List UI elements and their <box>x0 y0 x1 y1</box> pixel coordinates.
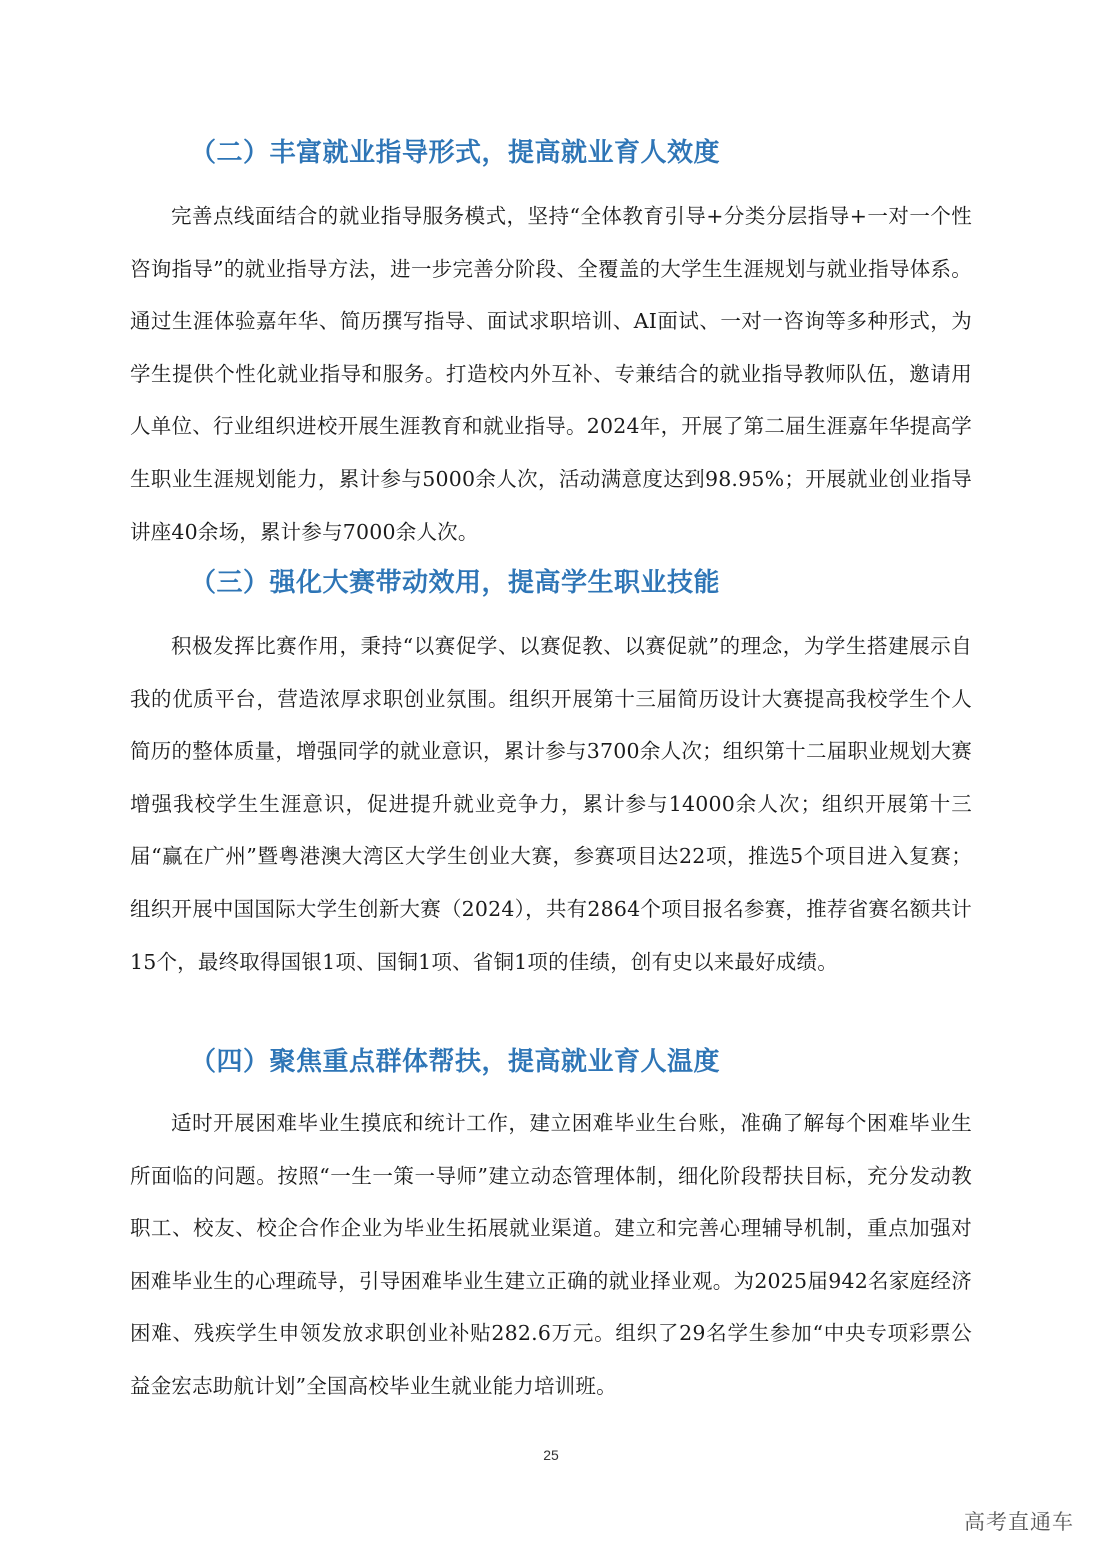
section-heading-2: （二）丰富就业指导形式，提高就业育人效度 <box>190 138 721 168</box>
section-heading-3: （三）强化大赛带动效用，提高学生职业技能 <box>190 568 721 598</box>
section-heading-4: （四）聚焦重点群体帮扶，提高就业育人温度 <box>190 1047 721 1077</box>
page-number: 25 <box>543 1447 559 1463</box>
section-paragraph-4: 适时开展困难毕业生摸底和统计工作，建立困难毕业生台账，准确了解每个困难毕业生所面临的问题。按照“一生一策一导师”建立动态管理体制，细化阶段帮扶目标，充分发动教职工、校友、校企合作企业为毕业生拓展就业渠道。建立和完善心理辅导机制，重点加强对困难毕业生的心理疏导，引导困难毕业生建立正确的就业择业观。为2025届942名家庭经济困难、残疾学生申领发放求职创业补贴282.6万元。组织了29名学生参加“中央专项彩票公益金宏志助航计划”全国高校毕业生就业能力培训班。 <box>130 1111 972 1398</box>
section-paragraph-3: 积极发挥比赛作用，秉持“以赛促学、以赛促教、以赛促就”的理念，为学生搭建展示自我的优质平台，营造浓厚求职创业氛围。组织开展第十三届简历设计大赛提高我校学生个人简历的整体质量，增强同学的就业意识，累计参与3700余人次；组织第十二届职业规划大赛增强我校学生生涯意识，促进提升就业竞争力，累计参与14000余人次；组织开展第十三届“赢在广州”暨粤港澳大湾区大学生创业大赛，参赛项目达22项，推选5个项目进入复赛；组织开展中国国际大学生创新大赛（2024），共有2864个项目报名参赛，推荐省赛名额共计15个，最终取得国银1项、国铜1项、省铜1项的佳绩，创有史以来最好成绩。 <box>130 634 972 974</box>
watermark: 高考直通车 <box>964 1510 1074 1534</box>
section-paragraph-2: 完善点线面结合的就业指导服务模式，坚持“全体教育引导+分类分层指导+一对一个性咨询指导”的就业指导方法，进一步完善分阶段、全覆盖的大学生生涯规划与就业指导体系。通过生涯体验嘉年华、简历撰写指导、面试求职培训、AI面试、一对一咨询等多种形式，为学生提供个性化就业指导和服务。打造校内外互补、专兼结合的就业指导教师队伍，邀请用人单位、行业组织进校开展生涯教育和就业指导。2024年，开展了第二届生涯嘉年华提高学生职业生涯规划能力，累计参与5000余人次，活动满意度达到98.95%；开展就业创业指导讲座40余场，累计参与7000余人次。 <box>130 204 972 544</box>
